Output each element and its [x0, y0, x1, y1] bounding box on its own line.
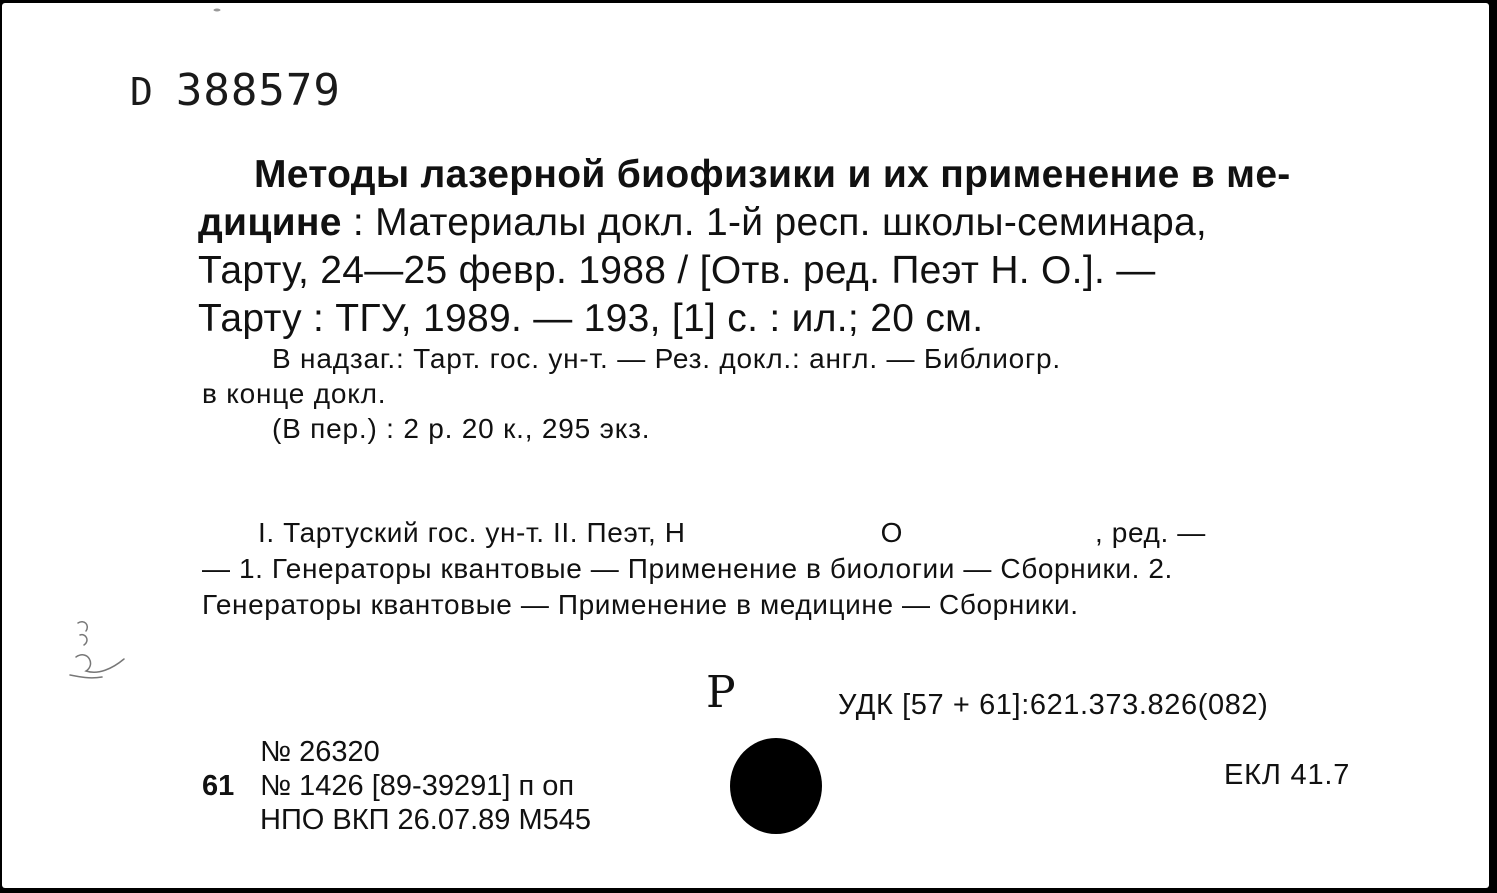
notes-section [202, 341, 1377, 446]
note-line-1: В надзаг.: Тарт. гос. ун-т. — Рез. докл.: англ. — Библиогр. [272, 343, 1061, 374]
title-line-1 [198, 151, 1373, 199]
print-prefix: 61 [202, 770, 235, 802]
call-number-value: 388579 [175, 65, 341, 116]
ekl-classification: ЕКЛ 41.7 [1224, 759, 1351, 791]
stamp-letter: Р [706, 667, 736, 718]
call-number-prefix: D [130, 70, 154, 114]
scan-border [1489, 0, 1497, 893]
udk-classification: УДК [57 + 61]:621.373.826(082) [838, 689, 1269, 721]
punch-hole [730, 738, 822, 834]
title-bold-end: дицине [198, 201, 342, 244]
tracing-text-b: О [880, 517, 904, 548]
print-number: № 26320 [260, 736, 380, 768]
print-order-line [202, 769, 591, 803]
tracing-text-a: I. Тартуский гос. ун-т. II. Пеэт, Н [258, 517, 686, 548]
scan-smudge [213, 8, 221, 12]
printing-info [202, 735, 591, 837]
bibliographic-description [198, 151, 1373, 343]
print-order: № 1426 [89-39291] п оп [260, 770, 575, 802]
print-publisher-line: НПО ВКП 26.07.89 М545 [260, 804, 592, 836]
responsibility-line: Тарту, 24—25 февр. 1988 / [Отв. ред. Пеэт Н. О.]. — [198, 249, 1156, 292]
imprint-line: Тарту : ТГУ, 1989. — 193, [1] с. : ил.; 20 см. [198, 297, 984, 340]
tracings-section [202, 515, 1377, 623]
call-number [130, 65, 341, 116]
price-line: (В пер.) : 2 р. 20 к., 295 экз. [272, 413, 651, 444]
tracing-line-2: — 1. Генераторы квантовые — Применение в биологии — Сборники. 2. [202, 553, 1173, 584]
title-line-2 [198, 199, 1373, 247]
tracing-line-1 [202, 515, 1377, 551]
catalog-card [2, 3, 1489, 888]
note-line-2: в конце докл. [202, 378, 387, 409]
title-bold: Методы лазерной биофизики и их применение в ме- [254, 153, 1291, 196]
tracing-text-c: , ред. — [1095, 517, 1206, 548]
subtitle-text: : Материалы докл. 1-й респ. школы-семинара, [341, 201, 1208, 244]
tracing-line-3: Генераторы квантовые — Применение в медицине — Сборники. [202, 589, 1079, 620]
pencil-mark-icon [68, 615, 138, 685]
